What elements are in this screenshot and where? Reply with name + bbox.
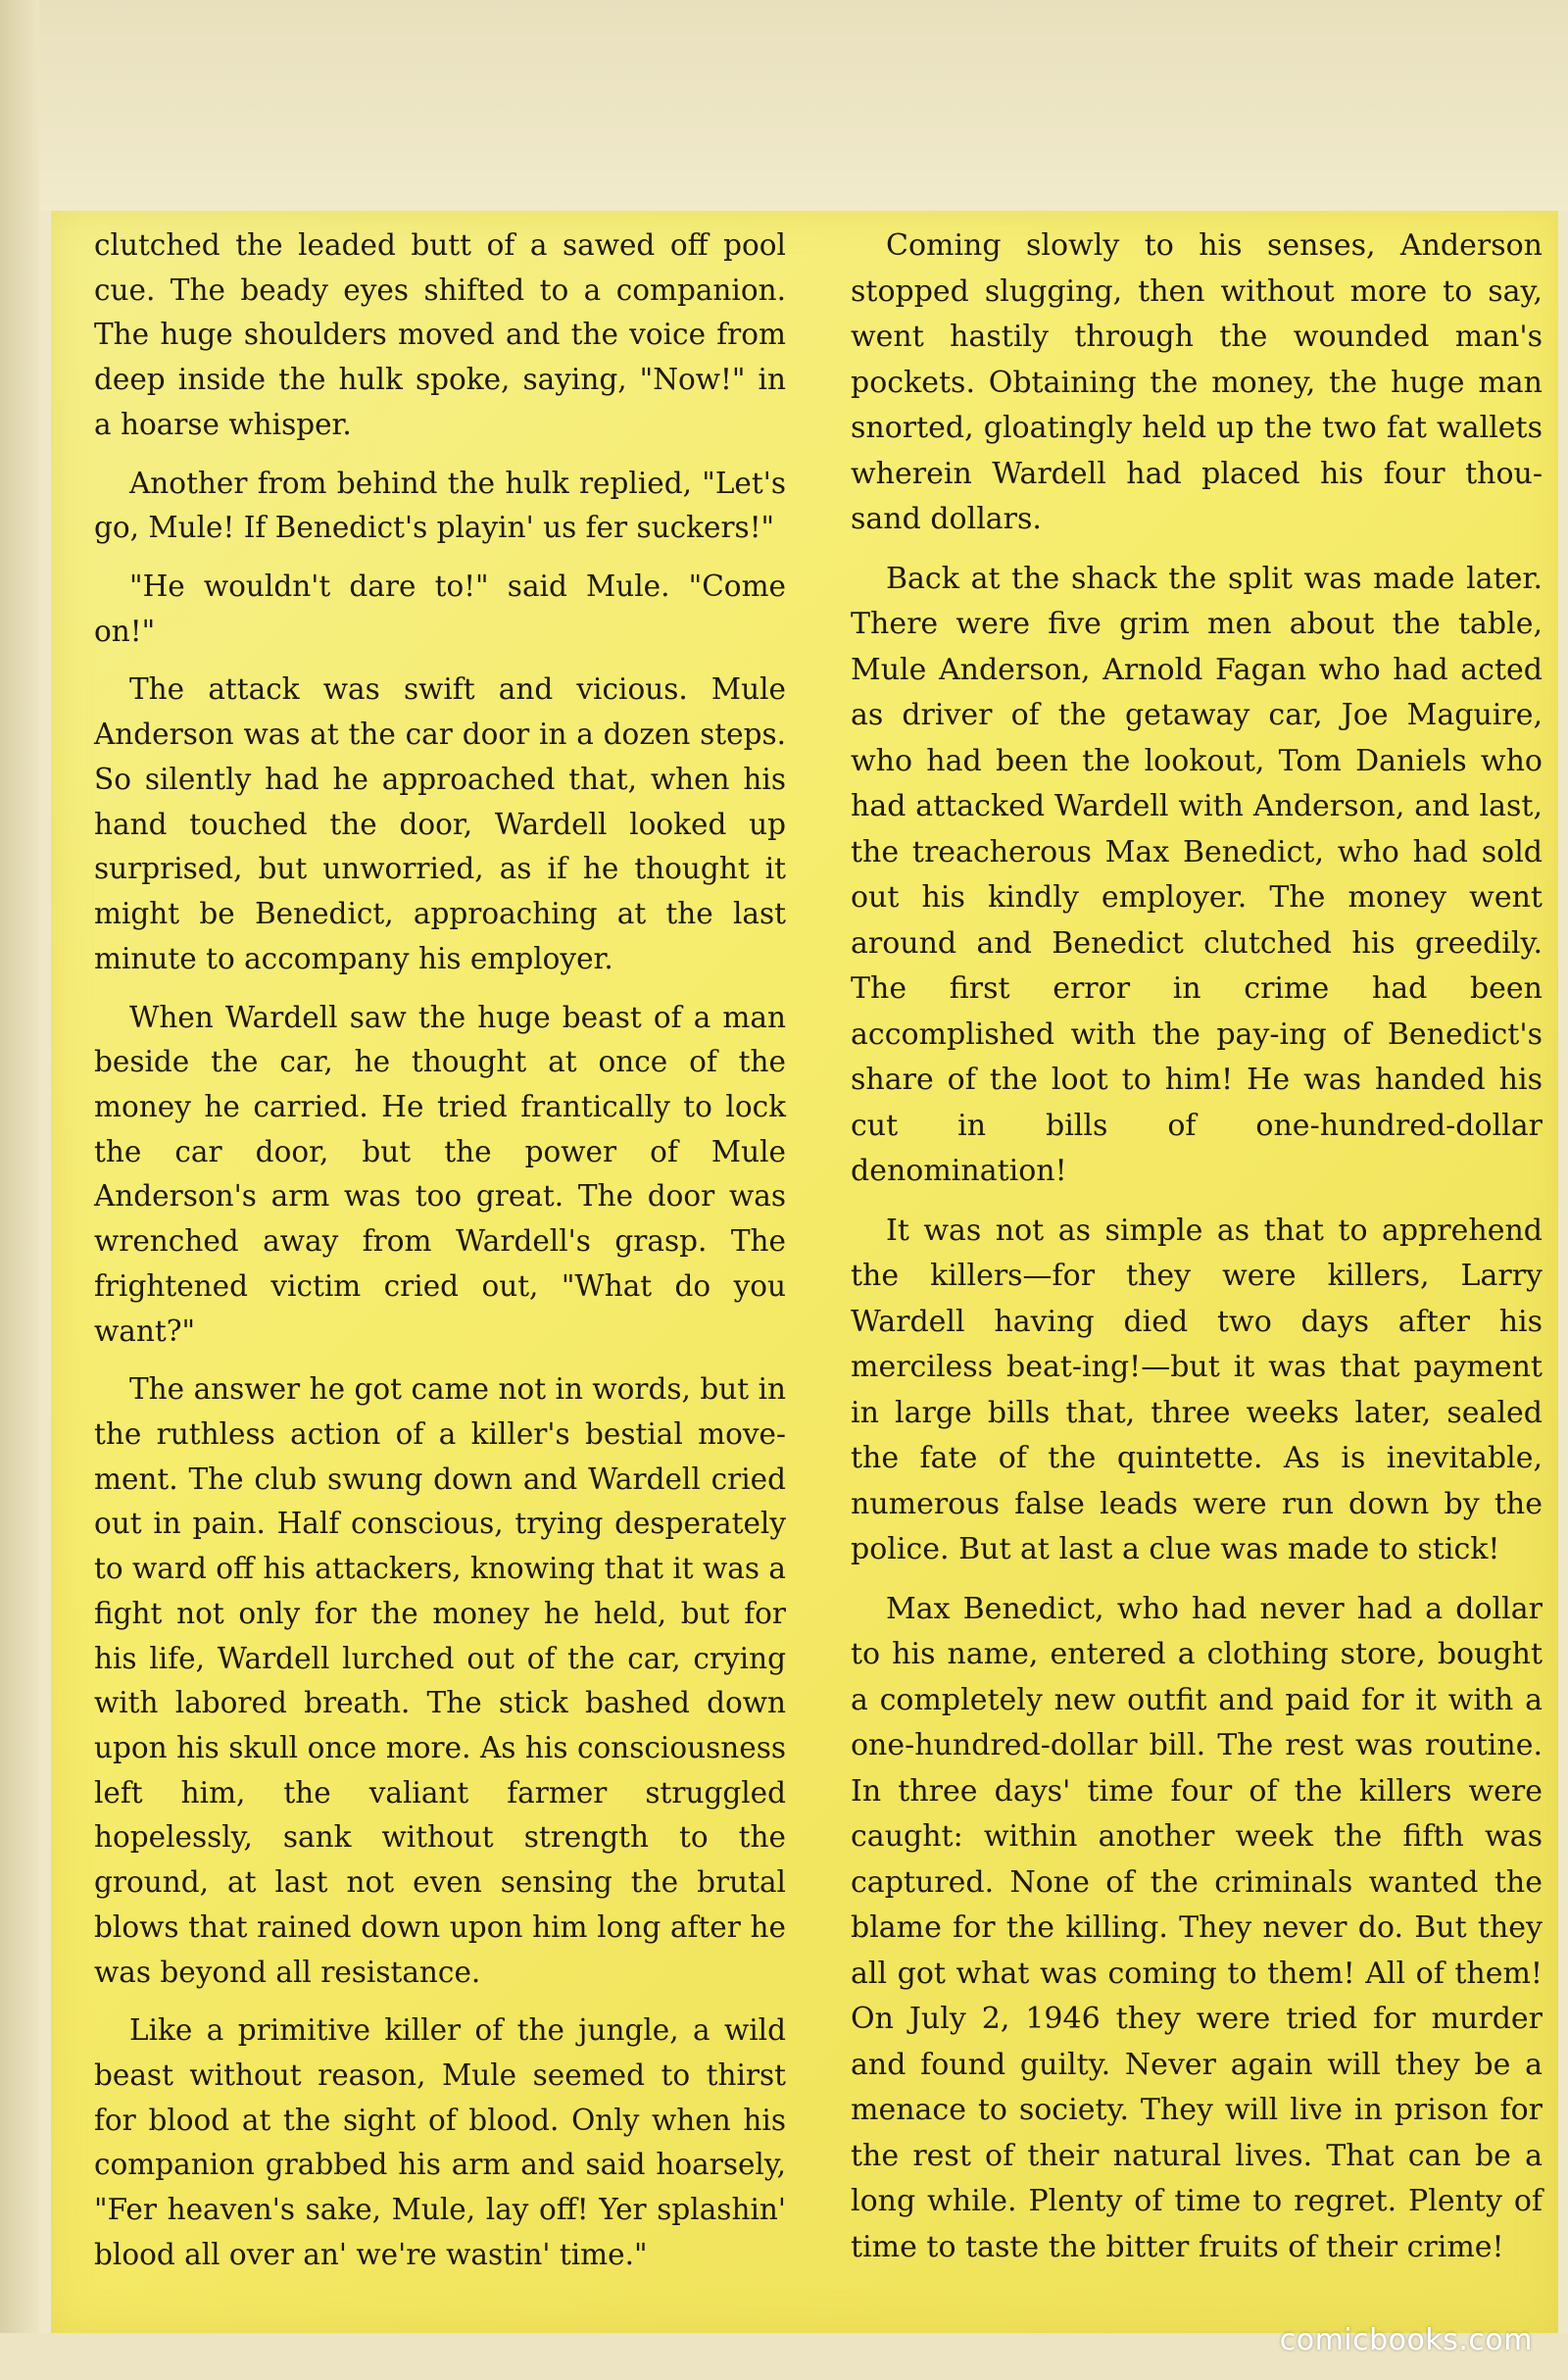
top-margin <box>0 0 1568 211</box>
paragraph: Another from behind the hulk replied, "Let's go, Mule! If Benedict's playin' us fer suckers!" <box>94 466 786 545</box>
paragraph: Coming slowly to his senses, Anderson stopped slugging, then without more to say, went hastily through the wounded man's pockets. Obtaining the money, the huge man snorted, gloatingly held up the two fat wallets wherein Wardell had placed his four thou-sand dollars. <box>851 228 1543 536</box>
paragraph: It was not as simple as that to apprehend the killers—for they were killers, Larry Wardell having died two days after his merciless beat-ing!—but it was that payment in large bills that, three weeks later, sealed the fate of the quintette. As is inevitable, numerous false leads were run down by the police. But at last a clue was made to stick! <box>851 1213 1543 1566</box>
paragraph: The attack was swift and vicious. Mule Anderson was at the car door in a dozen steps. So silently had he approached that, when his hand touched the door, Wardell looked up surprised, but unworried, as if he thought it might be Benedict, approaching at the last minute to accompany his employer. <box>94 672 786 975</box>
paragraph: When Wardell saw the huge beast of a man beside the car, he thought at once of the money he carried. He tried frantically to lock the car door, but the power of Mule Anderson's arm was too great. The door was wrenched away from Wardell's grasp. The frightened victim cried out, "What do you want?" <box>94 1000 786 1348</box>
left-text-column <box>94 223 786 2292</box>
paragraph: The answer he got came not in words, but in the ruthless action of a killer's bestial move-ment. The club swung down and Wardell cried out in pain. Half conscious, trying desperately to ward off his attackers, knowing that it was a fight not only for the money he held, but for his life, Wardell lurched out of the car, crying with labored breath. The stick bashed down upon his skull once more. As his consciousness left him, the valiant farmer struggled hopelessly, sank without strength to the ground, at last not even sensing the brutal blows that rained down upon him long after he was beyond all resistance. <box>94 1372 786 1989</box>
site-watermark: comicbooks.com <box>1279 2323 1533 2357</box>
paragraph: "He wouldn't dare to!" said Mule. "Come on!" <box>94 570 786 648</box>
right-text-column <box>851 223 1543 2284</box>
paragraph: clutched the leaded butt of a sawed off pool cue. The beady eyes shifted to a companion. The huge shoulders moved and the voice from deep inside the hulk spoke, saying, "Now!" in a hoarse whisper. <box>94 228 786 441</box>
paragraph: Like a primitive killer of the jungle, a wild beast without reason, Mule seemed to thirst for blood at the sight of blood. Only when his companion grabbed his arm and said hoarsely, "Fer heaven's sake, Mule, lay off! Yer splashin' blood all over an' we're wastin' time." <box>94 2013 786 2271</box>
paragraph: Max Benedict, who had never had a dollar to his name, entered a clothing store, bought a completely new outfit and paid for it with a one-hundred-dollar bill. The rest was routine. In three days' time four of the killers were caught: within another week the fifth was captured. None of the criminals wanted the blame for the killing. They never do. But they all got what was coming to them! All of them! On July 2, 1946 they were tried for murder and found guilty. Never again will they be a menace to society. They will live in prison for the rest of their natural lives. That can be a long while. Plenty of time to regret. Plenty of time to taste the bitter fruits of their crime! <box>851 1591 1543 2264</box>
page-edge <box>0 0 39 2380</box>
paragraph: Back at the shack the split was made later. There were five grim men about the table, Mule Anderson, Arnold Fagan who had acted as driver of the getaway car, Joe Maguire, who had been the lookout, Tom Daniels who had attacked Wardell with Anderson, and last, the treacherous Max Benedict, who had sold out his kindly employer. The money went around and Benedict clutched his greedily. The first error in crime had been accomplished with the pay-ing of Benedict's share of the loot to him! He was handed his cut in bills of one-hundred-dollar denomination! <box>851 561 1543 1188</box>
